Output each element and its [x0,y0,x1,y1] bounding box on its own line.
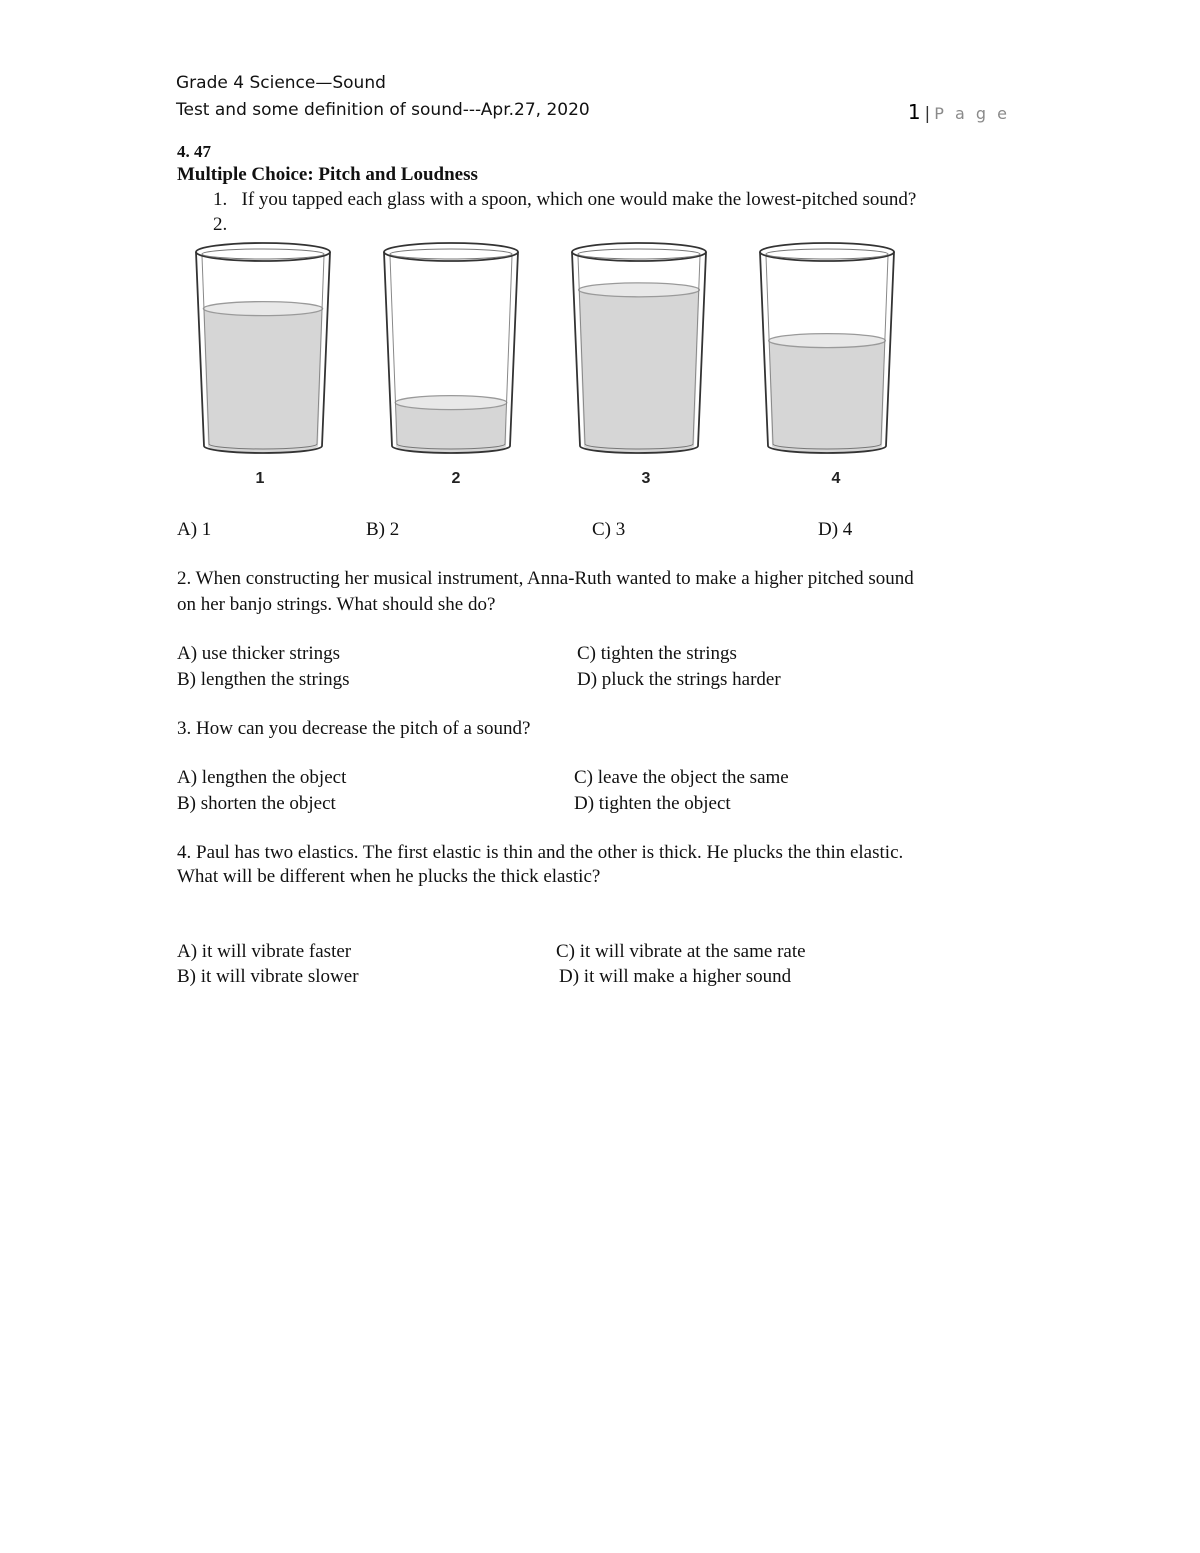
q2-option-c[interactable]: C) tighten the strings [577,643,737,664]
glass-1 [196,243,330,487]
q3-option-c[interactable]: C) leave the object the same [574,767,789,788]
q4-prompt-line2: What will be different when he plucks the thick elastic? [177,866,601,887]
water-surface-4 [769,334,886,348]
glass-label-4: 4 [831,470,841,487]
water-4 [769,341,886,453]
page-number-value: 1 [907,100,921,124]
q4-prompt-line1: 4. Paul has two elastics. The first elastic is thin and the other is thick. He plucks the thin elastic. [177,842,904,863]
q1-option-c[interactable]: C) 3 [592,519,626,540]
glass-rim-3 [572,243,706,261]
header-course: Grade 4 Science—Sound [176,73,386,93]
q2-prompt-line1: 2. When constructing her musical instrument, Anna-Ruth wanted to make a higher pitched sound [177,568,914,589]
q3-option-b[interactable]: B) shorten the object [177,793,336,814]
water-surface-2 [395,396,507,410]
glass-4 [760,243,894,487]
section-title: Multiple Choice: Pitch and Loudness [177,164,478,185]
water-surface-1 [203,302,322,316]
q3-option-a[interactable]: A) lengthen the object [177,767,347,788]
q4-option-c[interactable]: C) it will vibrate at the same rate [556,941,806,962]
glass-2 [384,243,518,487]
water-surface-3 [579,283,700,297]
glass-3 [572,243,706,487]
q3-option-d[interactable]: D) tighten the object [574,793,731,814]
q3-prompt: 3. How can you decrease the pitch of a sound? [177,718,531,739]
q1-option-a[interactable]: A) 1 [177,519,212,540]
glasses-figure [186,236,906,491]
q4-option-a[interactable]: A) it will vibrate faster [177,941,352,962]
glass-rim-2 [384,243,518,261]
q2-option-a[interactable]: A) use thicker strings [177,643,341,664]
q2-prompt-line2: on her banjo strings. What should she do? [177,594,496,615]
glass-label-3: 3 [641,470,651,487]
glass-rim-inner-3 [578,249,700,259]
q1-sub-number: 2. [213,214,228,235]
glass-label-2: 2 [451,470,461,487]
glass-rim-1 [196,243,330,261]
page-number [908,100,1010,124]
q1-prompt: 1. If you tapped each glass with a spoon, which one would make the lowest-pitched sound? [213,189,917,210]
glass-rim-4 [760,243,894,261]
header-subtitle: Test and some definition of sound---Apr.27, 2020 [176,100,590,120]
glass-rim-inner-2 [390,249,512,259]
water-3 [579,290,700,453]
water-1 [203,309,322,453]
q2-option-d[interactable]: D) pluck the strings harder [577,669,781,690]
section-number: 4. 47 [177,142,211,161]
glass-label-1: 1 [255,470,265,487]
page-word: P a g e [934,104,1010,123]
glass-rim-inner-4 [766,249,888,259]
q4-option-b[interactable]: B) it will vibrate slower [177,966,359,987]
glass-rim-inner-1 [202,249,324,259]
q4-option-d[interactable]: D) it will make a higher sound [559,966,792,987]
page-number-separator: | [924,104,931,124]
q1-option-d[interactable]: D) 4 [818,519,853,540]
q1-option-b[interactable]: B) 2 [366,519,400,540]
q2-option-b[interactable]: B) lengthen the strings [177,669,350,690]
